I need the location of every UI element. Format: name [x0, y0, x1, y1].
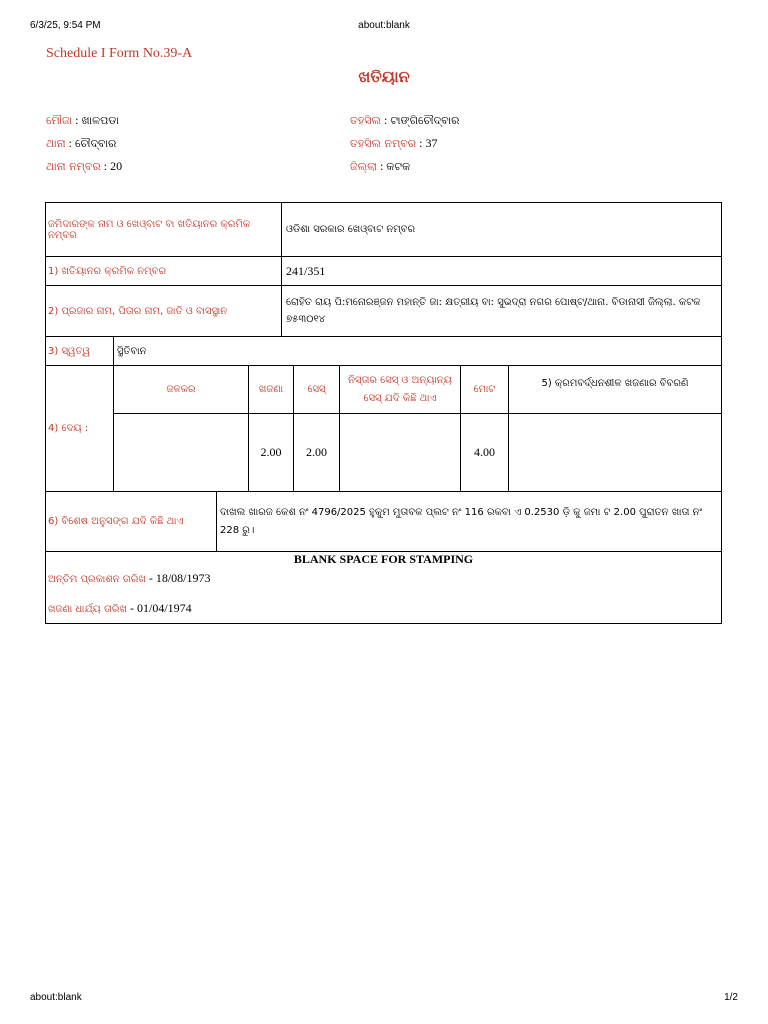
document-title: ଖତିୟାନ [358, 67, 410, 86]
meta-mouza: ମୌଜା : ଖାଳପଡା [46, 113, 119, 127]
dues-header-nistar-cess: ନିସ୍ତାର ସେସ୍ ଓ ଅନ୍ୟାନ୍ୟ ସେସ୍ ଯଦି କିଛି ଥାଏ [348, 374, 452, 404]
meta-left [46, 109, 122, 178]
dues-value-khajana: 2.00 [260, 445, 282, 459]
stamp-space-title: BLANK SPACE FOR STAMPING [293, 552, 474, 566]
page-number: 1/2 [724, 992, 738, 1003]
dues-value-progressive-rent [509, 414, 721, 491]
meta-tahasil-number: ତହସିଲ ନମ୍ବର : 37 [350, 136, 438, 150]
dues-header-khajana: ଖଜଣା [258, 384, 284, 395]
final-publication-date: ଅନ୍ତିମ ପ୍ରକାଶନ ତାରିଖ - 18/08/1973 [48, 571, 211, 585]
form-number: Schedule I Form No.39-A [46, 46, 193, 61]
dues-value-cess: 2.00 [306, 445, 327, 459]
col-divider [281, 203, 282, 336]
meta-tahasil: ତହସିଲ : ଟାଙ୍ଗିଚୌଦ୍ବାର [350, 113, 460, 127]
dues-value-total: 4.00 [474, 445, 495, 459]
zamindar-label: ଜମିଦାରଙ୍କ ନାମ ଓ ଖେଓ୍ବାଟ ବା ଖତିୟାନର କ୍ରମିକ ନମ୍ବର [48, 218, 251, 241]
print-url: about:blank [358, 20, 410, 31]
dues-header-jalakar: ଜଳକର [166, 384, 196, 395]
dues-value-jalakar [114, 414, 248, 491]
remarks-value: ଦାଖଲ ଖାରଜ କେଶ ନଂ 4796/2025 ହୁକୁମ ମୁତାବକ ପ୍ଲଟ ନଂ 116 ରକବା ଏ 0.2530 ଡ଼ି କୁ ଜମା ଟ 2.00 ପୁରାତନ ଖାତା ନଂ 228 ରୁ। [220, 506, 703, 536]
dues-label: 4) ଦେୟ : [48, 423, 89, 434]
print-datetime: 6/3/25, 9:54 PM [30, 20, 101, 31]
dues-value-nistar-cess [340, 414, 460, 491]
dues-header-cess: ସେସ୍ [307, 384, 326, 395]
zamindar-value: ଓଡିଶା ସରକାର ଖେଓ୍ବାଟ ନମ୍ବର [286, 224, 416, 235]
right-label: 3) ସ୍ୱତ୍ୱ [48, 345, 91, 357]
remarks-label: 6) ବିଶେଷ ଅନୁସଙ୍ଗ ଯଦି କିଛି ଥାଏ [48, 516, 184, 527]
tenant-value: ରୋହିତ ରାୟ ପି:ମନୋରଞ୍ଜନ ମହାନ୍ତି ଜା: କ୍ଷତ୍ରୀୟ ବା: ସୁଭଦ୍ରା ନଗର ପୋଷ୍ଟ/ଥାନା. ବିଡାନାସୀ ଜିଲ୍ଲା. କଟକ ୭୫୩୦୧୪ [286, 297, 701, 325]
khatiyan-number-label: 1) ଖତିୟାନର କ୍ରମିକ ନମ୍ବର [48, 265, 167, 277]
footer-url: about:blank [30, 992, 82, 1003]
print-header [30, 20, 738, 34]
meta-right [350, 109, 460, 178]
dues-header-progressive-rent: 5) କ୍ରମବର୍ଦ୍ଧନଶୀଳ ଖଜଣାର ବିବରଣି [541, 378, 689, 389]
tenant-label: 2) ପ୍ରଜାର ନାମ, ପିତାର ନାମ, ଜାତି ଓ ବାସସ୍ଥାନ [48, 305, 228, 317]
meta-thana: ଥାନା : ଚୌଦ୍ବାର [46, 136, 117, 150]
right-value: ସ୍ଥିତିବାନ [117, 345, 147, 357]
khatiyan-table [45, 202, 722, 624]
meta-district: ଜିଲ୍ଲା : କଟକ [350, 159, 411, 173]
print-footer [30, 992, 738, 1006]
col-divider [216, 491, 217, 551]
meta-thana-number: ଥାନା ନମ୍ବର : 20 [46, 159, 123, 173]
dues-header-total: ମୋଟ [473, 384, 496, 395]
rent-fixed-date: ଖଜଣା ଧାର୍ଯ୍ୟ ତାରିଖ - 01/04/1974 [48, 601, 192, 615]
khatiyan-number-value: 241/351 [286, 263, 326, 278]
